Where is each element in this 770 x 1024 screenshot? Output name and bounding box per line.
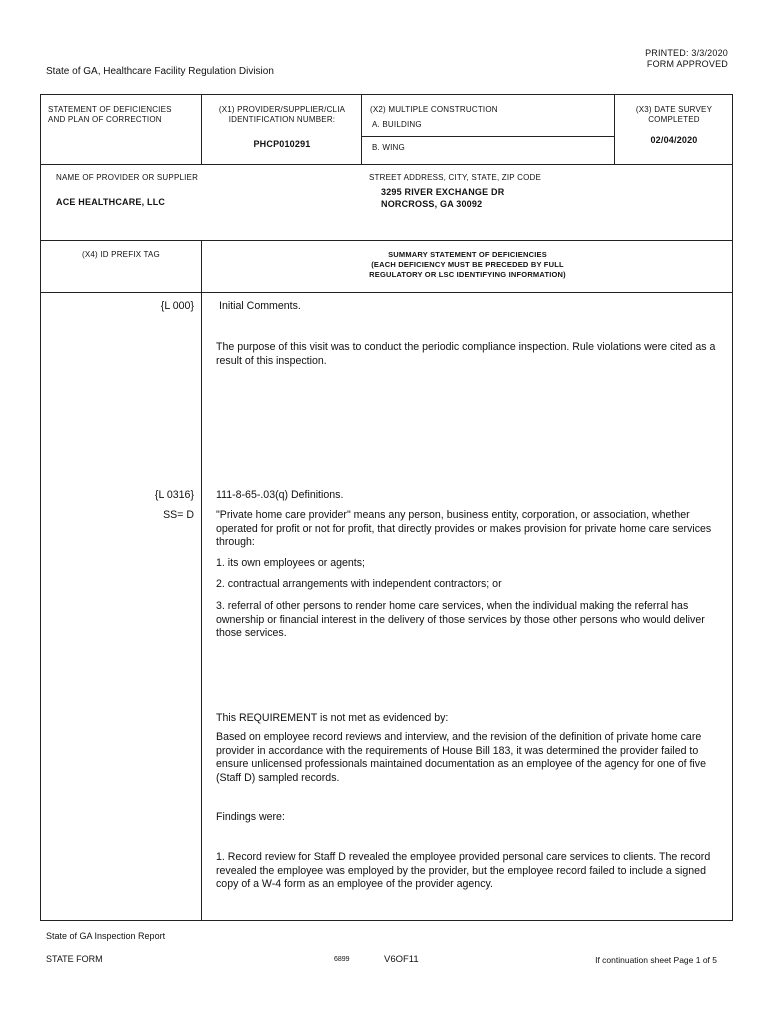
tag-l000: {L 000} xyxy=(160,300,194,312)
divider xyxy=(40,164,733,165)
x3-label: (X3) DATE SURVEY xyxy=(635,105,713,114)
tag-l0316: {L 0316} xyxy=(154,489,194,501)
scope-severity: SS= D xyxy=(163,509,194,521)
x1-provider-id: PHCP010291 xyxy=(253,139,311,149)
list-item: 3. referral of other persons to render home care services, when the individual making the referral has ownership or financial interest in the delivery of those services by those other persons who would deliver those services. xyxy=(216,600,705,639)
requirement-statement: This REQUIREMENT is not met as evidenced by: xyxy=(216,712,449,724)
summary-label: REGULATORY OR LSC IDENTIFYING INFORMATION) xyxy=(369,270,566,279)
based-on-text: Based on employee record reviews and interview, and the revision of the definition of private home care provider in accordance with the requirements of House Bill 183, it was determined the provider failed to ensure unlicensed professionals maintained documentation as an employee of the agency for one of five (Staff D) sampled records. xyxy=(216,731,706,784)
address-line-2: NORCROSS, GA 30092 xyxy=(381,199,483,209)
state-form-label: STATE FORM xyxy=(46,954,103,964)
page-indicator: If continuation sheet Page 1 of 5 xyxy=(595,955,717,965)
finding-1: 1. Record review for Staff D revealed the employee provided personal care services to clients. The record revealed the employee was employed by the provider, but the employee record failed to include a signed copy of a W-4 form as an employee of the provider agency. xyxy=(216,851,711,890)
statement-label: AND PLAN OF CORRECTION xyxy=(48,115,162,124)
form-approved: FORM APPROVED xyxy=(646,59,728,69)
x1-label: IDENTIFICATION NUMBER: xyxy=(228,115,336,124)
list-item: 2. contractual arrangements with independent contractors; or xyxy=(216,578,502,590)
address-line-1: 3295 RIVER EXCHANGE DR xyxy=(381,187,505,197)
address-label: STREET ADDRESS, CITY, STATE, ZIP CODE xyxy=(369,173,542,182)
list-item: 1. its own employees or agents; xyxy=(216,557,365,569)
event-code: V6OF11 xyxy=(384,954,419,965)
definitions-heading: 111-8-65-.03(q) Definitions. xyxy=(216,489,344,501)
x2-label: (X2) MULTIPLE CONSTRUCTION xyxy=(370,105,498,114)
summary-label: (EACH DEFICIENCY MUST BE PRECEDED BY FULL xyxy=(371,260,564,269)
x1-label: (X1) PROVIDER/SUPPLIER/CLIA xyxy=(218,105,346,114)
x3-label: COMPLETED xyxy=(648,115,700,124)
x3-date-value: 02/04/2020 xyxy=(650,135,698,145)
form-number: 6899 xyxy=(334,956,350,963)
agency-title: State of GA, Healthcare Facility Regulation Division xyxy=(46,66,274,77)
divider xyxy=(201,292,202,921)
private-home-care-definition: "Private home care provider" means any person, business entity, corporation, or association, whether operated for profit or not for profit, that directly provides or makes provision for private home care services through: xyxy=(216,509,712,548)
provider-name: ACE HEALTHCARE, LLC xyxy=(56,197,166,207)
x2-wing: B. WING xyxy=(372,143,405,152)
report-name: State of GA Inspection Report xyxy=(46,931,166,941)
purpose-text: The purpose of this visit was to conduct the periodic compliance inspection. Rule violations were cited as a result of this inspection. xyxy=(216,341,716,367)
prefix-tag-label: (X4) ID PREFIX TAG xyxy=(82,250,160,259)
printed-date: PRINTED: 3/3/2020 xyxy=(645,48,728,58)
summary-label: SUMMARY STATEMENT OF DEFICIENCIES xyxy=(388,250,547,259)
findings-heading: Findings were: xyxy=(216,811,285,823)
statement-label: STATEMENT OF DEFICIENCIES xyxy=(48,105,172,114)
divider xyxy=(361,136,615,137)
provider-label: NAME OF PROVIDER OR SUPPLIER xyxy=(56,173,199,182)
initial-comments: Initial Comments. xyxy=(219,300,301,312)
x2-building: A. BUILDING xyxy=(372,120,422,129)
